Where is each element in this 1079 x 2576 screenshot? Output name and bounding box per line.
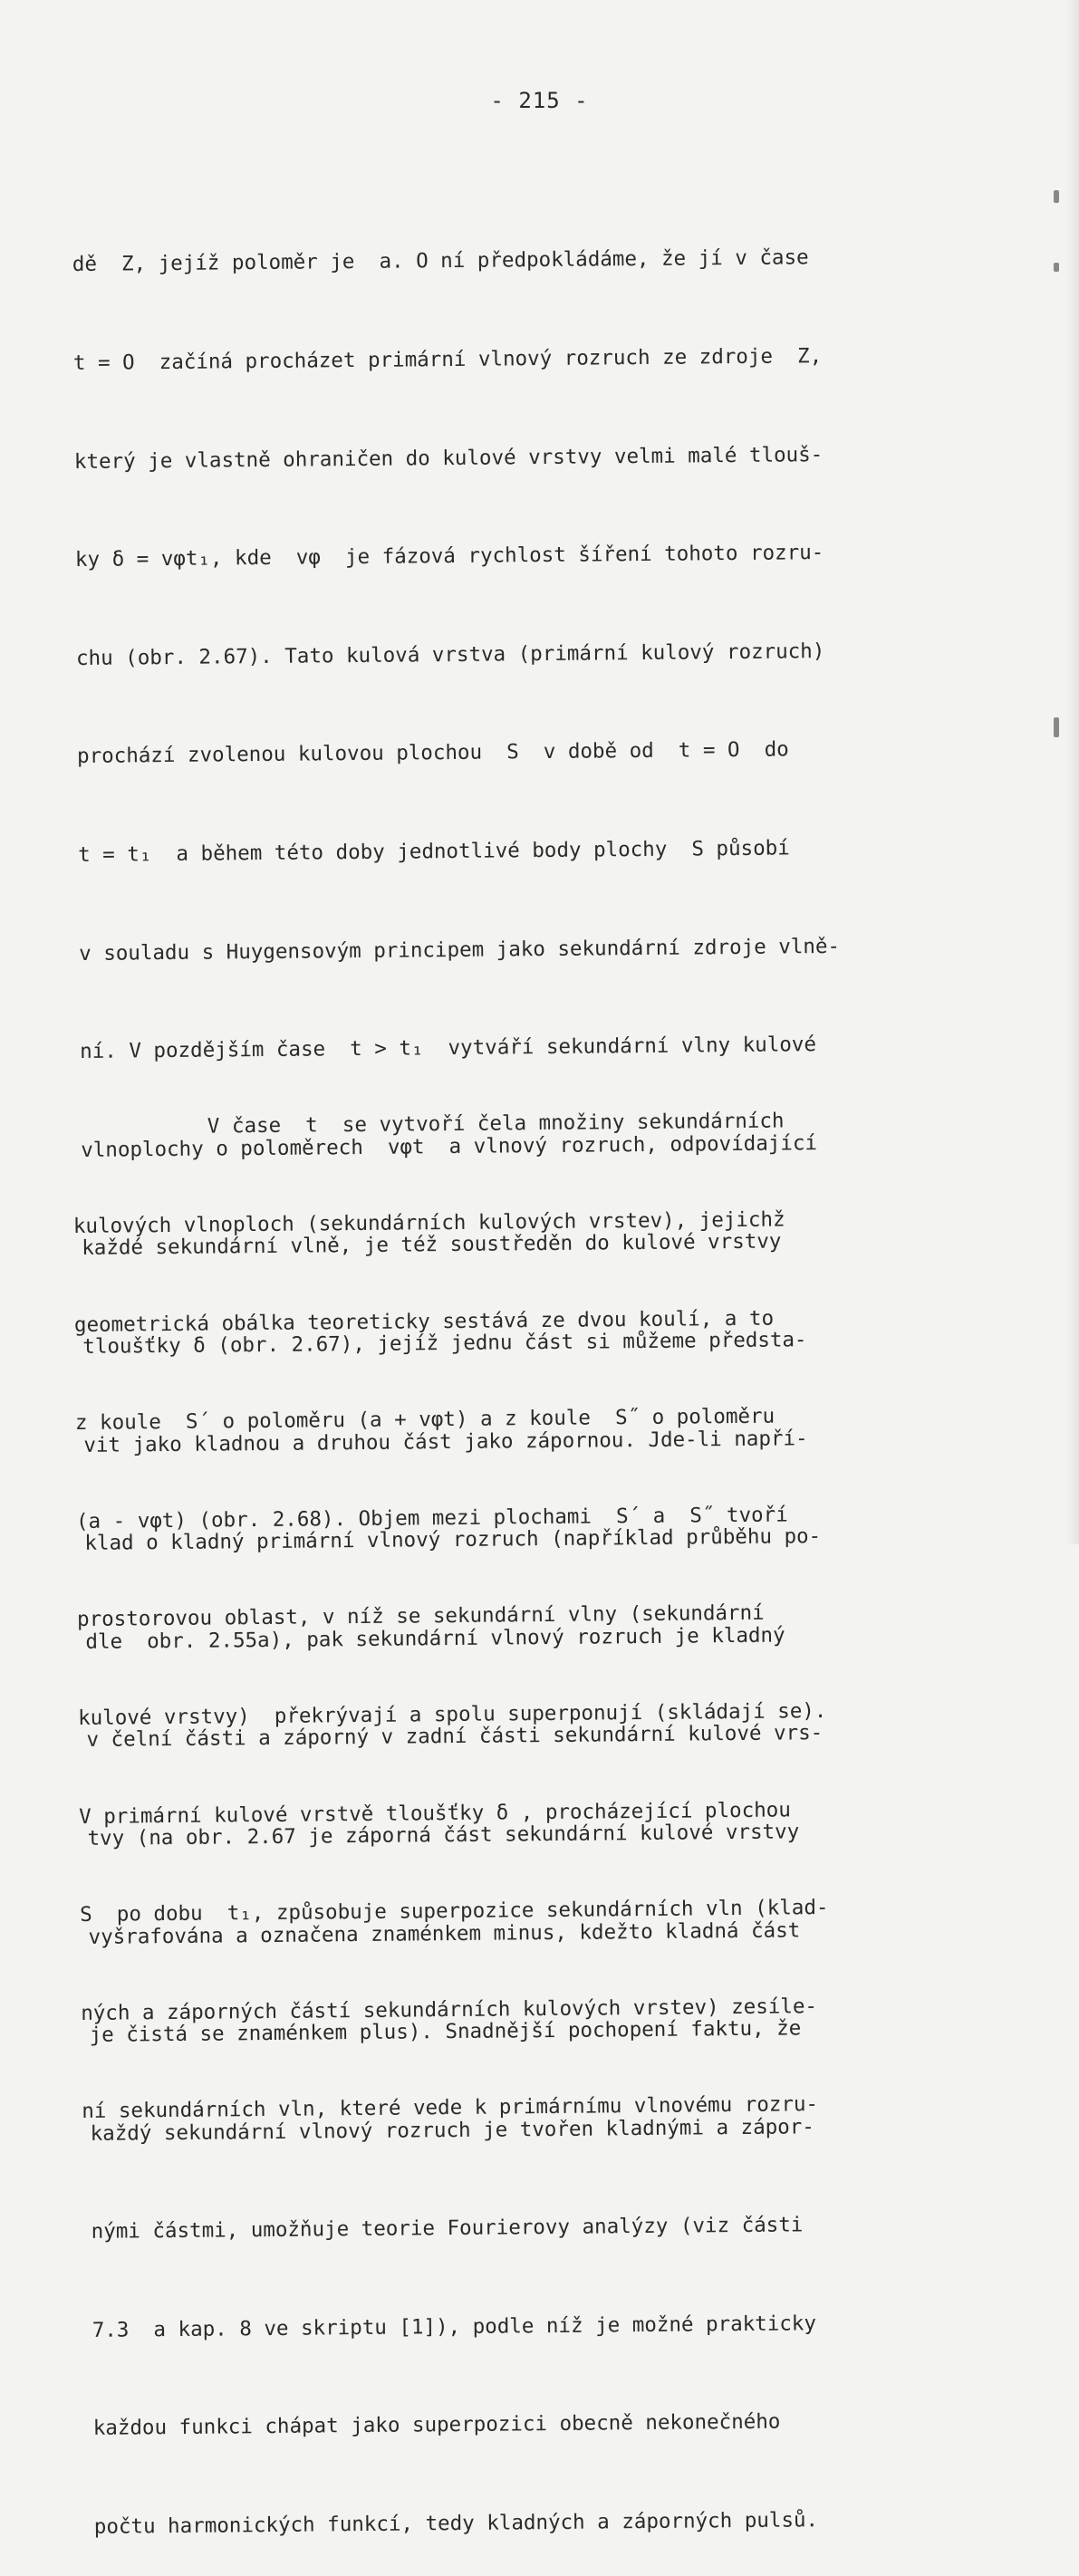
text-line: v čelní části a záporný v zadní části sekundární kulové vrs- — [86, 1721, 824, 1753]
text-line: vyšrafována a označena znaménkem minus, kdežto kladná část — [88, 1918, 801, 1949]
text-line: kulových vlnoploch (sekundárních kulových vrstev), jejichž — [72, 1207, 785, 1238]
binding-mark — [1054, 190, 1059, 203]
text-line: t = t₁ a během této doby jednotlivé body plochy S působí — [77, 836, 790, 867]
text-line: prostorovou oblast, v níž se sekundární vlny (sekundární — [76, 1601, 765, 1632]
text-line: dě Z, jejíž poloměr je a. O ní předpokládáme, že jí v čase — [72, 245, 809, 277]
paragraph — [72, 1038, 952, 2161]
text-line: (a - vφt) (obr. 2.68). Objem mezi plochami S´ a S˝ tvoří — [75, 1503, 788, 1533]
binding-mark — [1054, 263, 1059, 272]
page-number: - 215 - — [490, 88, 589, 113]
text-line: geometrická obálka teoreticky sestává ze dvou koulí, a to — [73, 1306, 775, 1337]
text-line: tvy (na obr. 2.67 je záporná část sekundární kulové vrstvy — [87, 1820, 800, 1850]
text-line: vlnoplochy o poloměrech vφt a vlnový rozruch, odpovídající — [81, 1130, 818, 1162]
text-line: z koule S´ o poloměru (a + vφt) a z koule S˝ o poloměru — [74, 1404, 776, 1436]
text-line: vit jako kladnou a druhou část jako zápornou. Jde-li napří- — [83, 1426, 808, 1457]
text-line: dle obr. 2.55a), pak sekundární vlnový rozruch je kladný — [85, 1623, 785, 1654]
text-line: tloušťky δ (obr. 2.67), jejíž jednu část si můžeme předsta- — [82, 1328, 807, 1359]
text-line: V čase t se vytvoří čela množiny sekundárních — [72, 1109, 785, 1140]
binding-mark — [1054, 717, 1059, 737]
text-line: v souladu s Huygensovým principem jako sekundární zdroje vlně- — [79, 934, 841, 966]
text-line: nými částmi, umožňuje teorie Fourierovy analýzy (viz části — [91, 2213, 804, 2244]
page-edge-shadow — [1066, 0, 1079, 1544]
text-line: ky δ = vφt₁, kde vφ je fázová rychlost šíření tohoto rozru- — [74, 541, 824, 572]
text-line: počtu harmonických funkcí, tedy kladných a záporných pulsů. — [93, 2508, 819, 2539]
text-line: každé sekundární vlně, je též soustředěn do kulové vrstvy — [82, 1229, 782, 1261]
text-line: kulové vrstvy) překrývají a spolu superponují (skládají se). — [77, 1699, 827, 1730]
text-line: ní sekundárních vln, které vede k primárnímu vlnovému rozru- — [82, 2092, 819, 2124]
text-line: ných a záporných částí sekundárních kulových vrstev) zesíle- — [81, 1994, 818, 2025]
text-line: klad o kladný primární vlnový rozruch (například průběhu po- — [84, 1524, 822, 1556]
text-line: chu (obr. 2.67). Tato kulová vrstva (primární kulový rozruch) — [75, 639, 825, 670]
text-line: ní. V pozdějším čase t > t₁ vytváří sekundární vlny kulové — [80, 1033, 817, 1064]
text-line: t = O začíná procházet primární vlnový rozruch ze zdroje Z, — [72, 344, 823, 375]
text-line: každý sekundární vlnový rozruch je tvořen kladnými a zápor- — [90, 2114, 814, 2146]
text-line: každou funkci chápat jako superpozici obecně nekonečného — [92, 2410, 781, 2441]
text-line: prochází zvolenou kulovou plochou S v době od t = O do — [76, 737, 789, 769]
text-line: V primární kulové vrstvě tloušťky δ , procházející plochou — [79, 1797, 791, 1829]
text-line: který je vlastně ohraničen do kulové vrstvy velmi malé tlouš- — [73, 442, 824, 474]
text-line: 7.3 a kap. 8 ve skriptu [1]), podle níž je možné prakticky — [92, 2312, 817, 2342]
text-line: S po dobu t₁, způsobuje superpozice sekundárních vln (klad- — [80, 1896, 829, 1927]
text-line: je čistá se znaménkem plus). Snadnější pochopení faktu, že — [89, 2016, 802, 2047]
